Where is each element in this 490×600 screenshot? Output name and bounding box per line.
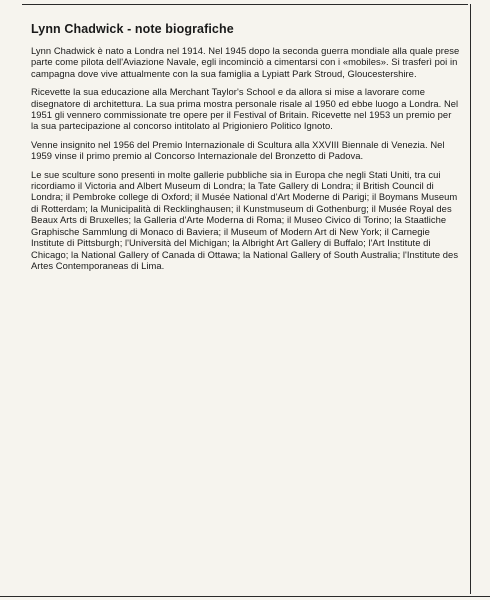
paragraph-awards: Venne insignito nel 1956 del Premio Internazionale di Scultura alla XXVIII Biennale di Venezia. Nel 1959 vinse il primo premio al Concorso Internazionale del Bronzetto di Padova. [31,138,445,162]
paragraph-education: Ricevette la sua educazione alla Merchant Taylor's School e da allora si mise a lavorare come disegnatore di architettura. La sua prima mostra personale risale al 1950 ed ebbe luogo a Londra. Nel 1951 gli vennero commissionate tre opere per il Festival of Britain. Ricevette nel 1953 un premio per la sua partecipazione al concorso intitolato al Prigioniero Politico Ignoto. [31,86,459,132]
paragraph-birth: Lynn Chadwick è nato a Londra nel 1914. Nel 1945 dopo la seconda guerra mondiale alla quale prese parte come pilota dell'Aviazione Navale, egli incominciò a cimentarsi con i «mobiles». Si trasferì poi in campagna dove vive attualmente con la sua famiglia a Lypiatt Park Stroud, Gloucestershire. [31,45,460,79]
right-border-line [470,4,471,594]
top-border-line [22,4,468,5]
document-title: Lynn Chadwick - note biografiche [31,22,234,36]
document-content [31,22,461,278]
paragraph-collections: Le sue sculture sono presenti in molte gallerie pubbliche sia in Europa che negli Stati Uniti, tra cui ricordiamo il Victoria and Albert Museum di Londra; la Tate Gallery di Londra; il British Council di Londra; il Pembroke college di Oxford; il Musée National d'Art Moderne di Parigi; il Boymans Museum di Rotterdam; la Municipalità di Recklinghausen; il Kunstmuseum di Gothenburg; il Musée Royal des Beaux Arts di Bruxelles; la Galleria d'Arte Moderna di Roma; il Museo Civico di Torino; la Staatliche Graphische Sammlung di Monaco di Baviera; il Museum of Modern Art di New York; il Carnegie Institute di Pittsburgh; l'Università del Michigan; la Albright Art Gallery di Buffalo; l'Art Institute di Chicago; la National Gallery of Canada di Ottawa; la National Gallery of South Australia; l'Institute des Artes Contemporaneas di Lima. [31,168,459,271]
bottom-border-line [0,596,490,597]
